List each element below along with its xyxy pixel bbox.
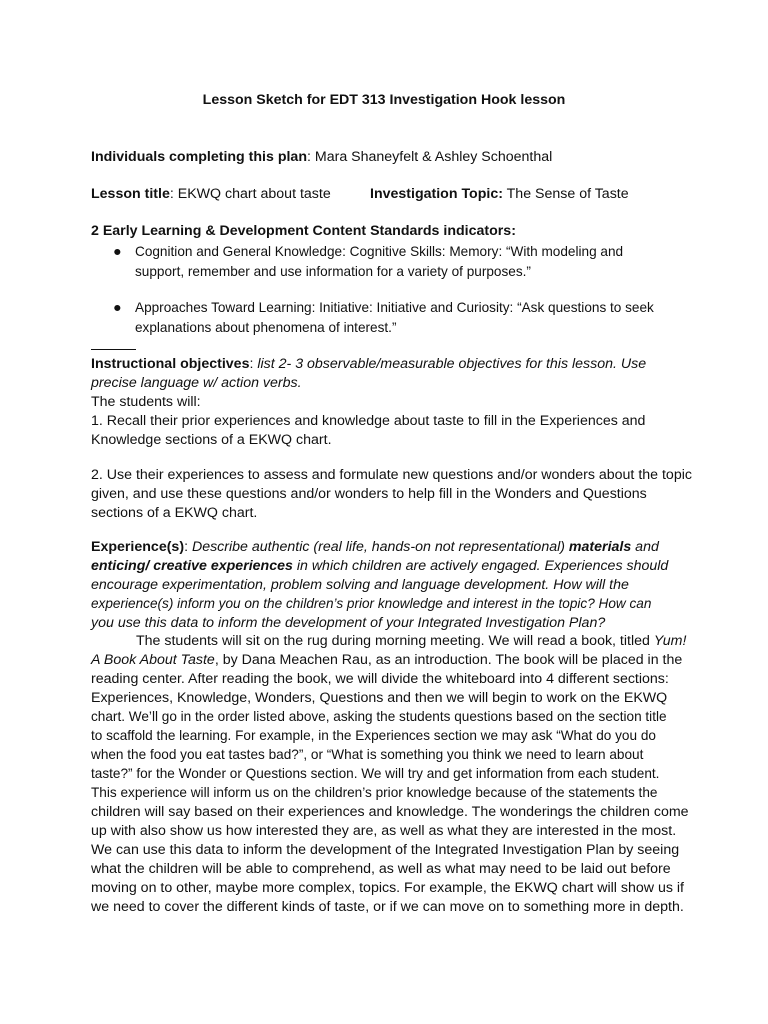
experience-body-line: We can use this data to inform the development of the Integrated Investigation Plan by seeing	[91, 842, 680, 858]
experience-body-line: we need to cover the different kinds of taste, or if we can move on to something more in depth.	[91, 899, 684, 915]
section-divider	[91, 349, 136, 350]
standards-heading: 2 Early Learning & Development Content Standards indicators:	[91, 223, 516, 239]
objectives-instruction: precise language w/ action verbs.	[91, 375, 302, 391]
investigation-topic-line	[370, 186, 678, 202]
experience-instruction-bold: materials	[568, 539, 632, 555]
experience-body-line	[91, 633, 687, 649]
experience-body-line: children will say based on their experiences and knowledge. The wonderings the children come	[91, 804, 689, 820]
objective-1-line: 1. Recall their prior experiences and knowledge about taste to fill in the Experiences and	[91, 413, 646, 429]
book-title: Yum!	[653, 633, 687, 649]
objective-2-line: sections of a EKWQ chart.	[91, 505, 258, 521]
experience-body-line	[91, 652, 683, 668]
experience-instruction-line	[91, 577, 678, 593]
experience-instruction-bold: enticing/ creative experiences	[91, 558, 293, 574]
experience-instruction: Describe authentic (real life, hands-on not representational)	[191, 539, 569, 555]
experience-instruction: and	[631, 539, 659, 555]
experience-colon: :	[184, 539, 192, 555]
individuals-value: : Mara Shaneyfelt & Ashley Schoenthal	[307, 149, 553, 165]
experience-instruction: in which children are actively engaged. Experiences should	[292, 558, 669, 574]
objectives-label: Instructional objectives	[91, 356, 250, 372]
bullet-icon: ●	[113, 244, 122, 260]
experience-body-line: what the children will be able to comprehend, as well as what may need to be laid out before	[91, 861, 671, 877]
experience-body-line: taste?” for the Wonder or Questions section. We will try and get information from each student.	[91, 766, 660, 781]
standard-text-line: Cognition and General Knowledge: Cognitive Skills: Memory: “With modeling and	[135, 244, 624, 259]
objectives-intro: The students will:	[91, 394, 201, 410]
individuals-label: Individuals completing this plan	[91, 149, 307, 165]
investigation-topic-label: Investigation Topic:	[370, 186, 503, 202]
objectives-instruction: list 2- 3 observable/measurable objectives for this lesson. Use	[257, 356, 647, 372]
objectives-colon: :	[249, 356, 258, 372]
experience-body-line: to scaffold the learning. For example, in the Experiences section we may ask “What do you do	[91, 728, 656, 743]
experience-body-line: moving on to other, maybe more complex, topics. For example, the EKWQ chart will show us if	[91, 880, 684, 896]
objectives-instruction-line	[91, 375, 678, 391]
standard-text-line: support, remember and use information for a variety of purposes.”	[135, 264, 531, 279]
experience-instruction: experience(s) inform you on the children’s prior knowledge and interest in the topic? How can	[91, 596, 652, 611]
lesson-title-value: : EKWQ chart about taste	[169, 186, 331, 202]
document-title: Lesson Sketch for EDT 313 Investigation Hook lesson	[202, 92, 566, 108]
objective-1-line: Knowledge sections of a EKWQ chart.	[91, 432, 332, 448]
experience-instruction-line	[91, 615, 678, 631]
experience-body-text: , by Dana Meachen Rau, as an introduction. The book will be placed in the	[214, 652, 683, 668]
investigation-topic-value: The Sense of Taste	[502, 186, 629, 202]
experience-body-line: when the food you eat tastes bad?”, or “What is something you think we need to learn about	[91, 747, 644, 762]
experience-body-line: chart. We’ll go in the order listed above, asking the students questions based on the section title	[91, 709, 667, 724]
experience-body-line: reading center. After reading the book, we will divide the whiteboard into 4 different sections:	[91, 671, 669, 687]
individuals-line	[91, 149, 678, 165]
book-title: A Book About Taste	[91, 652, 215, 668]
lesson-title-label: Lesson title	[91, 186, 170, 202]
objective-2-line: given, and use these questions and/or wonders to help fill in the Wonders and Questions	[91, 486, 647, 502]
experience-body-line: This experience will inform us on the children’s prior knowledge because of the statements the	[91, 785, 658, 800]
experience-instruction: you use this data to inform the development of your Integrated Investigation Plan?	[91, 615, 606, 631]
experience-body-line: up with also show us how interested they are, as well as what they are interested in the most.	[91, 823, 677, 839]
standard-text-line: explanations about phenomena of interest.”	[135, 320, 397, 335]
objective-2-line: 2. Use their experiences to assess and formulate new questions and/or wonders about the topic	[91, 467, 692, 483]
experience-instruction-line	[91, 558, 678, 574]
experience-body-line: Experiences, Knowledge, Wonders, Questions and then we will begin to work on the EKWQ	[91, 690, 668, 706]
experience-instruction-line	[91, 596, 678, 611]
experience-heading-line	[91, 539, 678, 555]
bullet-icon: ●	[113, 300, 122, 316]
objectives-heading-line	[91, 356, 678, 372]
experience-instruction: encourage experimentation, problem solving and language development. How will the	[91, 577, 629, 593]
standard-text-line: Approaches Toward Learning: Initiative: Initiative and Curiosity: “Ask questions to seek	[135, 300, 654, 315]
experience-body-text: The students will sit on the rug during morning meeting. We will read a book, titled	[136, 633, 654, 649]
experience-label: Experience(s)	[91, 539, 185, 555]
